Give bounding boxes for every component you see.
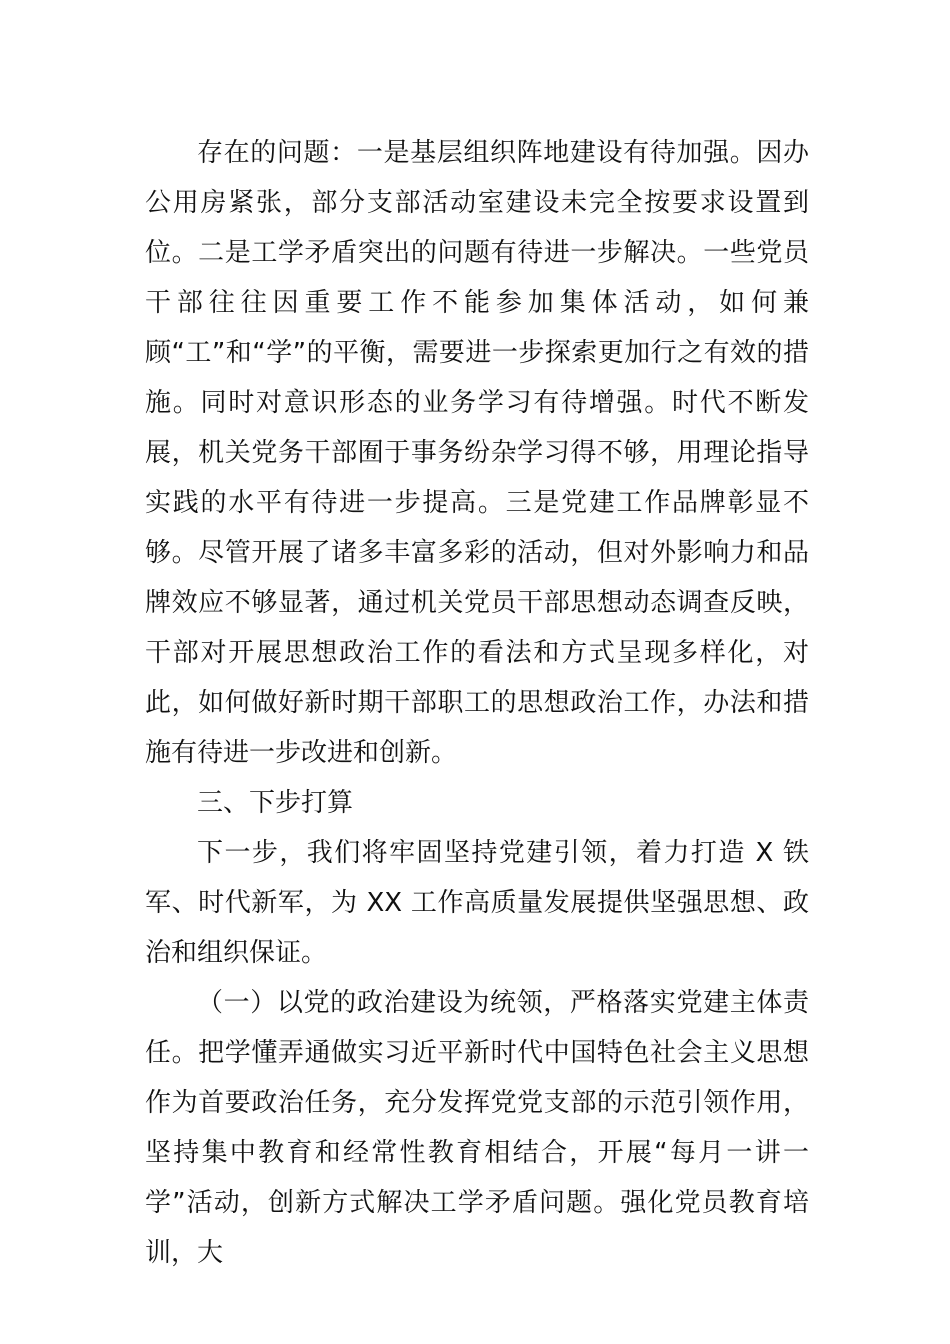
paragraph-existing-problems: 存在的问题：一是基层组织阵地建设有待加强。因办公用房紧张，部分支部活动室建设未完全按要求设置到位。二是工学矛盾突出的问题有待进一步解决。一些党员干部往往因重要工作不能参加集体活动，如何兼顾“工”和“学”的平衡，需要进一步探索更加行之有效的措施。同时对意识形态的业务学习有待增强。时代不断发展，机关党务干部囿于事务纷杂学习得不够，用理论指导实践的水平有待进一步提高。三是党建工作品牌彰显不够。尽管开展了诸多丰富多彩的活动，但对外影响力和品牌效应不够显著，通过机关党员干部思想动态调查反映，干部对开展思想政治工作的看法和方式呈现多样化，对此，如何做好新时期干部职工的思想政治工作，办法和措施有待进一步改进和创新。 — [145, 138, 809, 768]
section-heading-next-steps: 三、下步打算 — [197, 788, 354, 818]
document-body — [145, 128, 809, 1278]
paragraph-political-construction: （一）以党的政治建设为统领，严格落实党建主体责任。把学懂弄通做实习近平新时代中国特色社会主义思想作为首要政治任务，充分发挥党党支部的示范引领作用，坚持集中教育和经常性教育相结合，开展“每月一讲一学”活动，创新方式解决工学矛盾问题。强化党员教育培训，大 — [145, 988, 809, 1268]
paragraph-next-step-plan: 下一步，我们将牢固坚持党建引领，着力打造 X 铁军、时代新军，为 XX 工作高质量发展提供坚强思想、政治和组织保证。 — [145, 838, 809, 968]
